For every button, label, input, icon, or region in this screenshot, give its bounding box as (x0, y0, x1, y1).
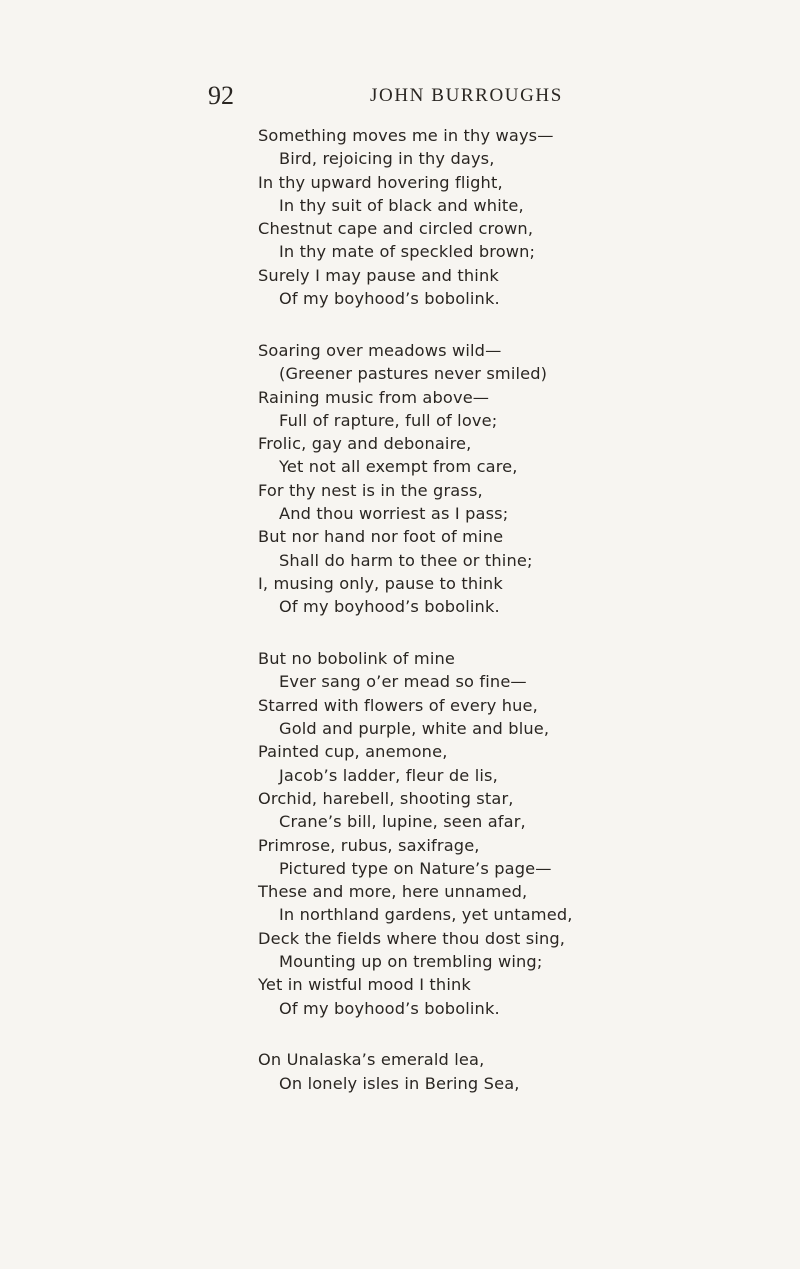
poem-line: Gold and purple, white and blue, (279, 719, 550, 739)
poem-line: Yet not all exempt from care, (279, 457, 518, 477)
poem-line: Raining music from above— (258, 387, 490, 407)
poem-line: In thy suit of black and white, (279, 195, 524, 215)
poem-line: Painted cup, anemone, (258, 742, 448, 762)
poem-line: On lonely isles in Bering Sea, (279, 1073, 520, 1093)
poem-line: Ever sang o’er mead so fine— (279, 672, 527, 692)
poem-stanza (258, 647, 778, 1020)
poem-line: Yet in wistful mood I think (258, 975, 471, 995)
poem-line: Chestnut cape and circled crown, (258, 219, 534, 239)
poem-line: Of my boyhood’s bobolink. (279, 289, 500, 309)
poem-line: Starred with flowers of every hue, (258, 695, 538, 715)
poem-line: On Unalaska’s emerald lea, (258, 1050, 485, 1070)
poem-line: Of my boyhood’s bobolink. (279, 998, 500, 1018)
poem-line: Orchid, harebell, shooting star, (258, 788, 514, 808)
poem-line: Full of rapture, full of love; (279, 410, 498, 430)
poem-line: But nor hand nor foot of mine (258, 527, 504, 547)
poem-stanza (258, 339, 778, 619)
poem-line: In thy upward hovering flight, (258, 172, 503, 192)
poem-line: I, musing only, pause to think (258, 573, 503, 593)
poem-line: Crane’s bill, lupine, seen afar, (279, 812, 526, 832)
poem-line: And thou worriest as I pass; (279, 504, 509, 524)
running-head: JOHN BURROUGHS (370, 85, 563, 106)
poem-line: Pictured type on Nature’s page— (279, 858, 552, 878)
poem-stanza (258, 124, 778, 310)
page-number: 92 (208, 81, 234, 110)
poem-line: Of my boyhood’s bobolink. (279, 597, 500, 617)
poem-line: These and more, here unnamed, (258, 882, 528, 902)
poem-line: (Greener pastures never smiled) (279, 364, 548, 384)
poem-line: Jacob’s ladder, fleur de lis, (279, 765, 498, 785)
poem-line: Surely I may pause and think (258, 265, 499, 285)
poem-line: Mounting up on trembling wing; (279, 951, 543, 971)
poem-line: Bird, rejoicing in thy days, (279, 149, 495, 169)
poem-line: Deck the fields where thou dost sing, (258, 928, 566, 948)
poem-line: Something moves me in thy ways— (258, 126, 554, 145)
poem-line: In thy mate of speckled brown; (279, 242, 536, 262)
poem-line: Soaring over meadows wild— (258, 340, 502, 360)
poem-line: Primrose, rubus, saxifrage, (258, 835, 480, 855)
poem-stanza (258, 1048, 778, 1095)
poem-line: Shall do harm to thee or thine; (279, 550, 533, 570)
poem-line: Frolic, gay and debonaire, (258, 434, 472, 454)
poem-line: In northland gardens, yet untamed, (279, 905, 573, 925)
poem-line: But no bobolink of mine (258, 649, 455, 669)
poem-line: For thy nest is in the grass, (258, 480, 483, 500)
poem (258, 124, 778, 1124)
